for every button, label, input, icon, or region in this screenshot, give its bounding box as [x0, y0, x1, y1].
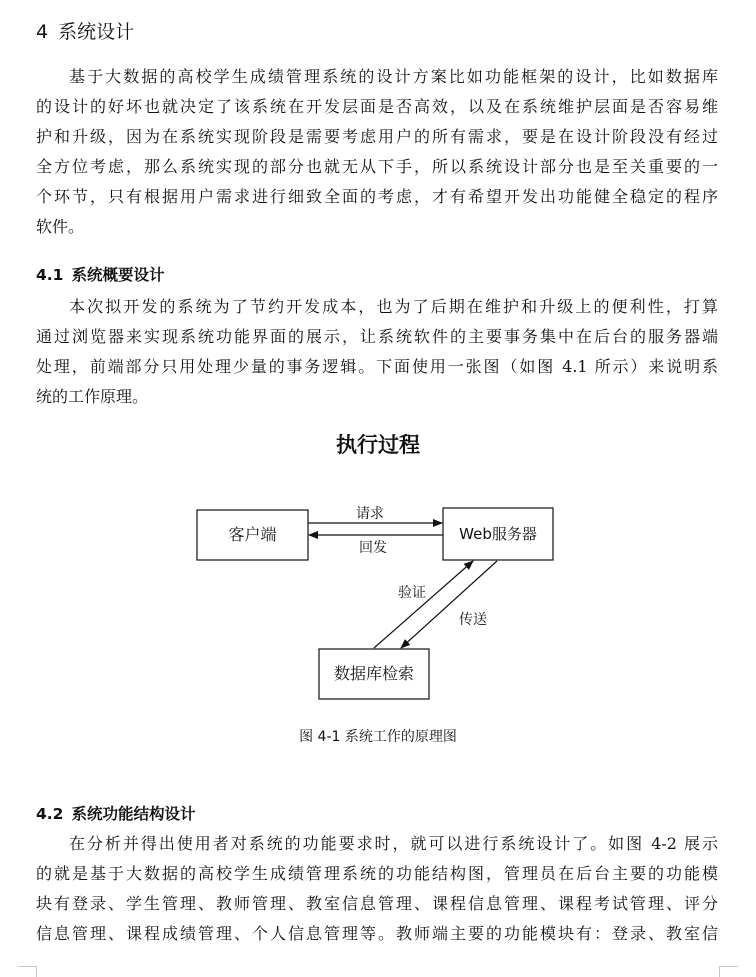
verify-label: 验证 [398, 585, 426, 601]
section-4-paragraph [36, 62, 718, 242]
section-4-1-paragraph [36, 292, 718, 412]
section-4-1-heading [36, 263, 164, 287]
page-corner-mark-left [18, 966, 37, 977]
section-4-heading [36, 18, 134, 46]
section-4-2-title: 系统功能结构设计 [71, 805, 196, 823]
transmit-label: 传送 [459, 612, 487, 628]
request-label: 请求 [356, 506, 384, 522]
database-label: 数据库检索 [333, 664, 415, 683]
section-4-title: 系统设计 [58, 21, 135, 43]
paragraph-line: 个环节，只有根据用户需求进行细致全面的考虑，才有希望开发出功能健全稳定的程序 [36, 187, 718, 206]
paragraph-line: 信息管理、课程成绩管理、个人信息管理等。教师端主要的功能模块有：登录、教室信 [36, 924, 718, 943]
response-label: 回发 [359, 540, 387, 556]
paragraph-line: 护和升级，因为在系统实现阶段是需要考虑用户的所有需求，要是在设计阶段没有经过 [36, 127, 718, 146]
section-4-2-number: 4.2 [36, 805, 64, 823]
paragraph-line: 的设计的好坏也就决定了该系统在开发层面是否高效，以及在系统维护层面是否容易维 [36, 97, 718, 116]
paragraph-line: 块有登录、学生管理、教师管理、教室信息管理、课程信息管理、课程考试管理、评分 [36, 894, 718, 913]
web-server-node [443, 508, 553, 560]
section-4-2-paragraph [36, 829, 718, 949]
section-4-1-number: 4.1 [36, 266, 64, 284]
paragraph-line: 在分析并得出使用者对系统的功能要求时，就可以进行系统设计了。如图 4-2 展示 [69, 834, 718, 853]
paragraph-line: 统的工作原理。 [36, 387, 149, 406]
database-node [319, 649, 429, 699]
paragraph-line: 全方位考虑，那么系统实现的部分也就无从下手，所以系统设计部分也是至关重要的一 [36, 157, 718, 176]
verify-arrow [374, 561, 473, 648]
paragraph-line: 软件。 [36, 217, 85, 236]
figure-caption: 图 4-1 系统工作的原理图 [299, 729, 457, 745]
section-4-number: 4 [36, 21, 49, 43]
paragraph-line: 通过浏览器来实现系统功能界面的展示，让系统软件的主要事务集中在后台的服务器端 [36, 327, 718, 346]
paragraph-line: 基于大数据的高校学生成绩管理系统的设计方案比如功能框架的设计，比如数据库 [69, 67, 718, 86]
page-corner-mark-right [719, 966, 738, 977]
client-node [197, 510, 308, 560]
paragraph-line: 处理，前端部分只用处理少量的事务逻辑。下面使用一张图（如图 4.1 所示）来说明系 [36, 357, 718, 376]
client-label: 客户端 [228, 525, 277, 544]
transmit-arrow [401, 561, 497, 648]
diagram-title: 执行过程 [336, 433, 420, 457]
section-4-2-heading [36, 802, 195, 826]
section-4-1-title: 系统概要设计 [71, 266, 165, 284]
web-server-label: Web服务器 [459, 525, 537, 543]
system-workflow-diagram [0, 490, 756, 710]
paragraph-line: 本次拟开发的系统为了节约开发成本，也为了后期在维护和升级上的便利性，打算 [69, 297, 718, 316]
paragraph-line: 的就是基于大数据的高校学生成绩管理系统的功能结构图，管理员在后台主要的功能模 [36, 864, 718, 883]
